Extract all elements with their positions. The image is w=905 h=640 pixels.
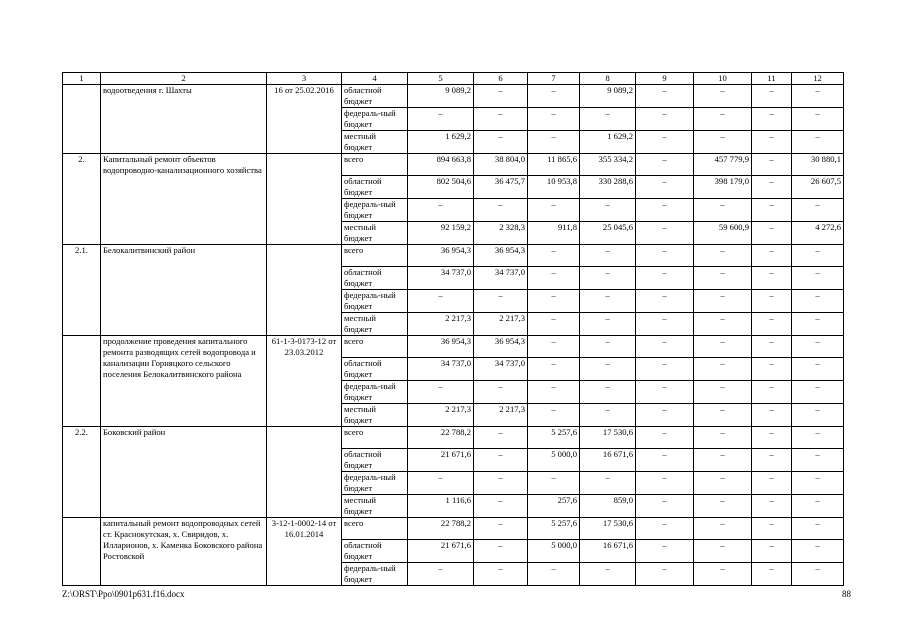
item-document — [267, 427, 342, 518]
value-cell: – — [792, 199, 844, 222]
value-cell: – — [694, 336, 752, 358]
funding-source: местный бюджет — [342, 313, 408, 336]
header-cell: 1 — [63, 73, 101, 85]
value-cell: – — [528, 358, 580, 381]
value-cell: – — [752, 540, 792, 563]
header-cell: 9 — [636, 73, 694, 85]
value-cell: – — [474, 85, 528, 108]
item-number: 2.2. — [63, 427, 101, 518]
value-cell: – — [792, 427, 844, 449]
value-cell: – — [636, 404, 694, 427]
value-cell: 10 953,8 — [528, 176, 580, 199]
header-cell: 4 — [342, 73, 408, 85]
value-cell: 2 328,3 — [474, 222, 528, 245]
value-cell: 36 954,3 — [474, 336, 528, 358]
value-cell: – — [474, 108, 528, 131]
value-cell: – — [752, 381, 792, 404]
value-cell: 5 257,6 — [528, 518, 580, 540]
value-cell: – — [636, 199, 694, 222]
value-cell: – — [528, 381, 580, 404]
value-cell: – — [792, 267, 844, 290]
value-cell: – — [792, 449, 844, 472]
header-cell: 2 — [101, 73, 267, 85]
funding-source: местный бюджет — [342, 131, 408, 154]
value-cell: 1 629,2 — [580, 131, 636, 154]
value-cell: 457 779,9 — [694, 154, 752, 176]
value-cell: 5 000,0 — [528, 540, 580, 563]
value-cell: 802 504,6 — [408, 176, 474, 199]
value-cell: – — [636, 518, 694, 540]
table-row — [63, 336, 844, 358]
value-cell: – — [636, 85, 694, 108]
value-cell: 34 737,0 — [474, 358, 528, 381]
value-cell: – — [792, 472, 844, 495]
value-cell: 36 475,7 — [474, 176, 528, 199]
value-cell: 16 671,6 — [580, 540, 636, 563]
value-cell: – — [694, 267, 752, 290]
value-cell: – — [580, 358, 636, 381]
value-cell: 34 737,0 — [408, 267, 474, 290]
value-cell: – — [752, 449, 792, 472]
value-cell: – — [474, 199, 528, 222]
value-cell: – — [528, 267, 580, 290]
funding-source: местный бюджет — [342, 495, 408, 518]
value-cell: – — [636, 358, 694, 381]
table-row — [63, 245, 844, 267]
value-cell: – — [694, 85, 752, 108]
value-cell: – — [636, 449, 694, 472]
item-name: Капитальный ремонт объектов водопроводно-канализационного хозяйства — [101, 154, 267, 245]
value-cell: – — [694, 358, 752, 381]
value-cell: 17 530,6 — [580, 427, 636, 449]
item-number: 2. — [63, 154, 101, 245]
value-cell: – — [528, 336, 580, 358]
value-cell: – — [528, 472, 580, 495]
value-cell: – — [792, 290, 844, 313]
value-cell: 17 530,6 — [580, 518, 636, 540]
funding-source: местный бюджет — [342, 404, 408, 427]
value-cell: 1 116,6 — [408, 495, 474, 518]
value-cell: – — [636, 313, 694, 336]
header-cell: 12 — [792, 73, 844, 85]
value-cell: – — [408, 108, 474, 131]
value-cell: 2 217,3 — [408, 313, 474, 336]
value-cell: – — [694, 404, 752, 427]
value-cell: – — [528, 245, 580, 267]
value-cell: – — [408, 381, 474, 404]
value-cell: – — [474, 427, 528, 449]
value-cell: 1 629,2 — [408, 131, 474, 154]
value-cell: 859,0 — [580, 495, 636, 518]
value-cell: – — [694, 108, 752, 131]
value-cell: – — [694, 518, 752, 540]
value-cell: – — [528, 131, 580, 154]
value-cell: 16 671,6 — [580, 449, 636, 472]
value-cell: – — [792, 313, 844, 336]
value-cell: – — [474, 563, 528, 586]
value-cell: – — [752, 108, 792, 131]
value-cell: – — [636, 563, 694, 586]
value-cell: – — [752, 267, 792, 290]
value-cell: 9 089,2 — [408, 85, 474, 108]
value-cell: – — [474, 495, 528, 518]
value-cell: 92 159,2 — [408, 222, 474, 245]
value-cell: – — [752, 563, 792, 586]
value-cell: – — [694, 563, 752, 586]
value-cell: – — [694, 290, 752, 313]
value-cell: 36 954,3 — [408, 245, 474, 267]
value-cell: – — [752, 245, 792, 267]
value-cell: – — [474, 540, 528, 563]
value-cell: – — [792, 131, 844, 154]
value-cell: 355 334,2 — [580, 154, 636, 176]
item-number: 2.1. — [63, 245, 101, 336]
item-number — [63, 85, 101, 154]
item-document: 3-12-1-0002-14 от 16.01.2014 — [267, 518, 342, 586]
header-cell: 10 — [694, 73, 752, 85]
value-cell: – — [636, 131, 694, 154]
value-cell: 59 600,9 — [694, 222, 752, 245]
value-cell: – — [580, 245, 636, 267]
value-cell: – — [752, 358, 792, 381]
value-cell: – — [408, 199, 474, 222]
value-cell: – — [636, 176, 694, 199]
value-cell: – — [694, 472, 752, 495]
value-cell: 5 257,6 — [528, 427, 580, 449]
value-cell: – — [792, 518, 844, 540]
value-cell: 25 045,6 — [580, 222, 636, 245]
value-cell: – — [474, 381, 528, 404]
value-cell: 34 737,0 — [408, 358, 474, 381]
value-cell: 21 671,6 — [408, 540, 474, 563]
item-name: капитальный ремонт водопроводных сетей ст. Краснокутская, х. Свиридов, х. Илларионов, х. Каменка Боковского района Ростовской — [101, 518, 267, 586]
value-cell: 9 089,2 — [580, 85, 636, 108]
header-cell: 7 — [528, 73, 580, 85]
value-cell: – — [792, 381, 844, 404]
item-name: Боковский район — [101, 427, 267, 518]
funding-source: всего — [342, 336, 408, 358]
value-cell: – — [694, 199, 752, 222]
funding-source: областной бюджет — [342, 176, 408, 199]
value-cell: 911,8 — [528, 222, 580, 245]
funding-source: всего — [342, 154, 408, 176]
funding-source: областной бюджет — [342, 540, 408, 563]
value-cell: – — [694, 540, 752, 563]
value-cell: – — [528, 199, 580, 222]
value-cell: – — [636, 222, 694, 245]
value-cell: – — [752, 154, 792, 176]
funding-source: областной бюджет — [342, 267, 408, 290]
header-cell: 3 — [267, 73, 342, 85]
value-cell: – — [636, 381, 694, 404]
value-cell: – — [694, 381, 752, 404]
value-cell: – — [636, 540, 694, 563]
value-cell: 257,6 — [528, 495, 580, 518]
value-cell: – — [408, 563, 474, 586]
value-cell: – — [580, 290, 636, 313]
funding-source: областной бюджет — [342, 358, 408, 381]
value-cell: – — [474, 290, 528, 313]
funding-source: всего — [342, 518, 408, 540]
value-cell: – — [752, 222, 792, 245]
value-cell: – — [474, 472, 528, 495]
value-cell: 26 607,5 — [792, 176, 844, 199]
value-cell: – — [580, 472, 636, 495]
value-cell: – — [752, 495, 792, 518]
value-cell: – — [580, 336, 636, 358]
value-cell: – — [528, 85, 580, 108]
value-cell: – — [752, 176, 792, 199]
value-cell: – — [752, 290, 792, 313]
footer-page-number: 88 — [842, 589, 851, 599]
value-cell: 894 663,8 — [408, 154, 474, 176]
value-cell: 38 804,0 — [474, 154, 528, 176]
value-cell: – — [752, 199, 792, 222]
value-cell: – — [636, 154, 694, 176]
item-name: Белокалитвинский район — [101, 245, 267, 336]
value-cell: 2 217,3 — [474, 313, 528, 336]
funding-source: федераль-ный бюджет — [342, 563, 408, 586]
value-cell: – — [528, 108, 580, 131]
value-cell: – — [408, 472, 474, 495]
header-row — [63, 73, 844, 85]
value-cell: – — [752, 404, 792, 427]
value-cell: – — [752, 131, 792, 154]
value-cell: – — [694, 245, 752, 267]
value-cell: – — [694, 495, 752, 518]
value-cell: 2 217,3 — [408, 404, 474, 427]
footer-file-path: Z:\ORST\Ppo\0901p631.f16.docx — [62, 589, 185, 599]
value-cell: 22 788,2 — [408, 518, 474, 540]
value-cell: – — [792, 495, 844, 518]
value-cell: 36 954,3 — [474, 245, 528, 267]
item-name: продолжение проведения капитального ремонта разводящих сетей водопровода и канализации Горняцкого сельского поселения Белокалитвинского района — [101, 336, 267, 427]
funding-source: федераль-ный бюджет — [342, 199, 408, 222]
value-cell: 4 272,6 — [792, 222, 844, 245]
value-cell: – — [792, 563, 844, 586]
funding-source: федераль-ный бюджет — [342, 381, 408, 404]
value-cell: 22 788,2 — [408, 427, 474, 449]
value-cell: – — [792, 540, 844, 563]
value-cell: – — [580, 381, 636, 404]
value-cell: – — [474, 131, 528, 154]
value-cell: 36 954,3 — [408, 336, 474, 358]
value-cell: 2 217,3 — [474, 404, 528, 427]
item-name: водоотведения г. Шахты — [101, 85, 267, 154]
value-cell: – — [752, 85, 792, 108]
item-document — [267, 154, 342, 245]
value-cell: 330 288,6 — [580, 176, 636, 199]
funding-source: федераль-ный бюджет — [342, 290, 408, 313]
value-cell: – — [752, 472, 792, 495]
value-cell: – — [752, 336, 792, 358]
value-cell: 398 179,0 — [694, 176, 752, 199]
header-cell: 11 — [752, 73, 792, 85]
value-cell: 34 737,0 — [474, 267, 528, 290]
header-cell: 6 — [474, 73, 528, 85]
value-cell: – — [752, 313, 792, 336]
value-cell: – — [528, 313, 580, 336]
value-cell: – — [694, 427, 752, 449]
budget-table — [62, 72, 844, 586]
item-document: 16 от 25.02.2016 — [267, 85, 342, 154]
table-row — [63, 518, 844, 540]
funding-source: федераль-ный бюджет — [342, 108, 408, 131]
item-number — [63, 336, 101, 427]
value-cell: – — [580, 313, 636, 336]
value-cell: – — [694, 449, 752, 472]
value-cell: – — [636, 108, 694, 131]
value-cell: – — [580, 404, 636, 427]
value-cell: – — [636, 495, 694, 518]
value-cell: – — [792, 85, 844, 108]
funding-source: областной бюджет — [342, 449, 408, 472]
value-cell: – — [580, 563, 636, 586]
value-cell: – — [792, 245, 844, 267]
value-cell: – — [636, 472, 694, 495]
item-number — [63, 518, 101, 586]
value-cell: – — [636, 245, 694, 267]
funding-source: федераль-ный бюджет — [342, 472, 408, 495]
table-row — [63, 427, 844, 449]
value-cell: – — [474, 518, 528, 540]
value-cell: – — [528, 290, 580, 313]
item-document — [267, 245, 342, 336]
header-cell: 5 — [408, 73, 474, 85]
value-cell: – — [694, 313, 752, 336]
value-cell: – — [408, 290, 474, 313]
table-row — [63, 154, 844, 176]
value-cell: – — [580, 108, 636, 131]
value-cell: – — [792, 358, 844, 381]
value-cell: – — [528, 404, 580, 427]
value-cell: – — [528, 563, 580, 586]
value-cell: – — [752, 427, 792, 449]
value-cell: – — [636, 427, 694, 449]
value-cell: 5 000,0 — [528, 449, 580, 472]
value-cell: – — [580, 267, 636, 290]
header-cell: 8 — [580, 73, 636, 85]
value-cell: 21 671,6 — [408, 449, 474, 472]
value-cell: – — [694, 131, 752, 154]
value-cell: – — [580, 199, 636, 222]
funding-source: всего — [342, 427, 408, 449]
funding-source: местный бюджет — [342, 222, 408, 245]
value-cell: – — [792, 336, 844, 358]
value-cell: – — [752, 518, 792, 540]
value-cell: 30 880,1 — [792, 154, 844, 176]
funding-source: областной бюджет — [342, 85, 408, 108]
item-document: 61-1-3-0173-12 от 23.03.2012 — [267, 336, 342, 427]
funding-source: всего — [342, 245, 408, 267]
value-cell: – — [792, 108, 844, 131]
value-cell: – — [636, 336, 694, 358]
value-cell: – — [474, 449, 528, 472]
value-cell: 11 865,6 — [528, 154, 580, 176]
value-cell: – — [636, 267, 694, 290]
table-row — [63, 85, 844, 108]
value-cell: – — [792, 404, 844, 427]
value-cell: – — [636, 290, 694, 313]
